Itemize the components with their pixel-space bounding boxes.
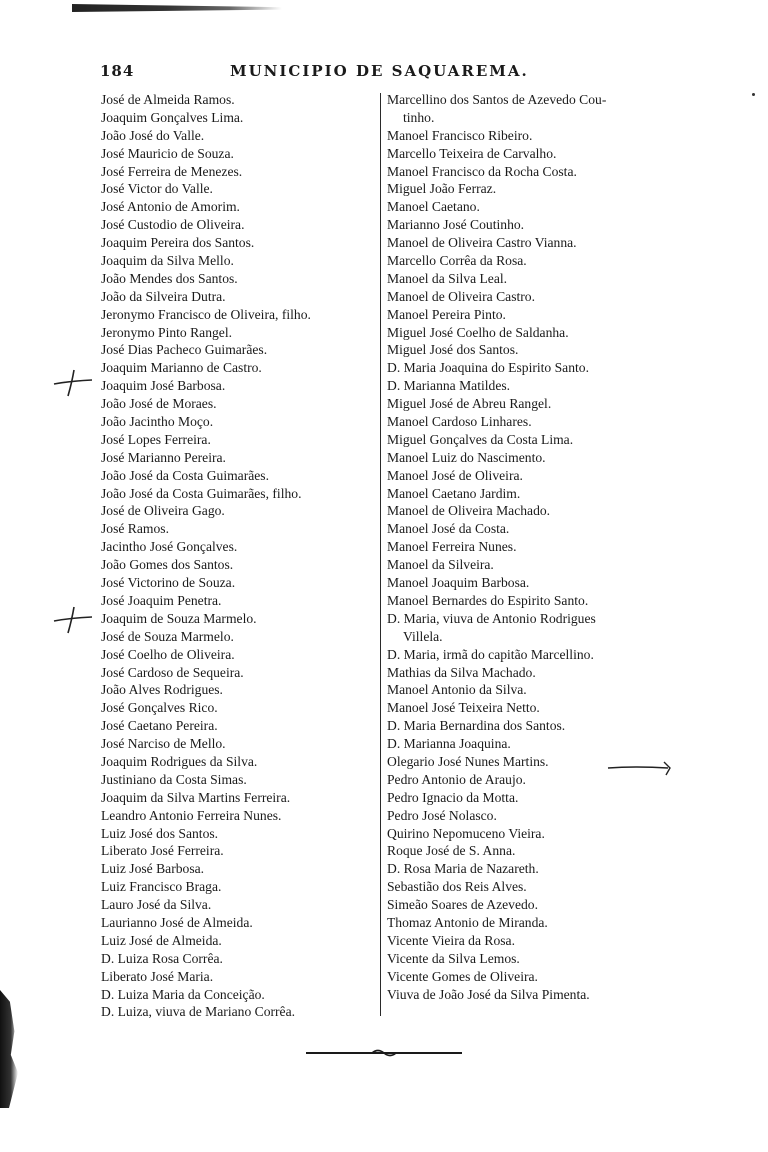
name-entry: Lauro José da Silva.: [101, 897, 212, 913]
name-entry: José Cardoso de Sequeira.: [101, 664, 244, 680]
scan-artifact-top: [72, 4, 282, 12]
name-entry: José Ferreira de Menezes.: [101, 163, 243, 179]
name-entry: José de Souza Marmelo.: [101, 628, 234, 644]
name-entry: Manoel José Teixeira Netto.: [387, 700, 540, 716]
name-entry: Manoel Francisco da Rocha Costa.: [387, 163, 577, 179]
name-entry: Sebastião dos Reis Alves.: [387, 879, 527, 895]
name-entry: Manoel da Silveira.: [387, 557, 494, 573]
name-entry: Miguel José Coelho de Saldanha.: [387, 324, 569, 340]
name-entry: Jacintho José Gonçalves.: [101, 539, 238, 555]
name-entry: Roque José de S. Anna.: [387, 843, 516, 859]
name-entry: Marcello Teixeira de Carvalho.: [387, 145, 557, 161]
name-entry: José Narciso de Mello.: [101, 736, 226, 752]
name-entry: D. Maria, irmã do capitão Marcellino.: [387, 646, 594, 662]
name-entry: Luiz Francisco Braga.: [101, 879, 222, 895]
name-entry: José de Oliveira Gago.: [101, 503, 225, 519]
name-entry: José Marianno Pereira.: [101, 449, 226, 465]
name-entry: Simeão Soares de Azevedo.: [387, 897, 538, 913]
name-entry: D. Rosa Maria de Nazareth.: [387, 861, 539, 877]
name-entry: Laurianno José de Almeida.: [101, 914, 253, 930]
name-entry: Marianno José Coutinho.: [387, 217, 525, 233]
handwritten-cross-mark-icon: [52, 605, 96, 635]
name-entry: João José da Costa Guimarães, filho.: [101, 485, 302, 501]
end-ornament-rule: [306, 1048, 462, 1058]
name-entry: João Mendes dos Santos.: [101, 270, 238, 286]
name-entry: José Ramos.: [101, 521, 169, 537]
name-entry: Vicente da Silva Lemos.: [387, 950, 520, 966]
right-name-column: [387, 91, 765, 1003]
name-entry: D. Maria, viuva de Antonio Rodrigues: [387, 610, 596, 626]
name-entry: Joaquim da Silva Mello.: [101, 253, 234, 269]
left-name-column: [101, 91, 379, 1021]
name-entry: Justiniano da Costa Simas.: [101, 771, 247, 787]
name-entry: João José de Moraes.: [101, 396, 217, 412]
name-entry: Luiz José Barbosa.: [101, 861, 205, 877]
name-entry: José Coelho de Oliveira.: [101, 646, 235, 662]
name-entry: Liberato José Maria.: [101, 968, 214, 984]
name-entry: Villela.: [403, 628, 443, 644]
name-entry: Thomaz Antonio de Miranda.: [387, 914, 548, 930]
name-entry: Liberato José Ferreira.: [101, 843, 224, 859]
name-entry: Joaquim Marianno de Castro.: [101, 360, 262, 376]
name-entry: Miguel João Ferraz.: [387, 181, 497, 197]
name-entry: José Joaquim Penetra.: [101, 592, 222, 608]
name-entry: Manoel Francisco Ribeiro.: [387, 127, 533, 143]
name-entry: João da Silveira Dutra.: [101, 288, 226, 304]
name-entry: D. Maria Bernardina dos Santos.: [387, 718, 566, 734]
name-entry: Manoel de Oliveira Machado.: [387, 503, 551, 519]
name-entry: Pedro Ignacio da Motta.: [387, 789, 519, 805]
name-entry: Viuva de João José da Silva Pimenta.: [387, 986, 590, 1002]
running-head-title: MUNICIPIO DE SAQUAREMA.: [230, 62, 529, 80]
name-entry: Joaquim de Souza Marmelo.: [101, 610, 257, 626]
name-entry: Miguel José de Abreu Rangel.: [387, 396, 552, 412]
name-entry: Manoel Joaquim Barbosa.: [387, 575, 530, 591]
name-entry: Joaquim Rodrigues da Silva.: [101, 753, 258, 769]
name-entry: Leandro Antonio Ferreira Nunes.: [101, 807, 282, 823]
name-entry: Joaquim da Silva Martins Ferreira.: [101, 789, 291, 805]
name-entry: Miguel José dos Santos.: [387, 342, 519, 358]
name-entry: D. Luiza, viuva de Mariano Corrêa.: [101, 1004, 296, 1020]
name-entry: José Dias Pacheco Guimarães.: [101, 342, 268, 358]
name-entry: José Gonçalves Rico.: [101, 700, 218, 716]
name-entry: José de Almeida Ramos.: [101, 92, 235, 107]
name-entry: João Gomes dos Santos.: [101, 557, 234, 573]
name-entry: José Victorino de Souza.: [101, 575, 236, 591]
handwritten-cross-mark-icon: [52, 368, 96, 398]
name-entry: José Caetano Pereira.: [101, 718, 218, 734]
name-entry: Manoel de Oliveira Castro Vianna.: [387, 235, 577, 251]
name-entry: João José da Costa Guimarães.: [101, 467, 269, 483]
name-entry: Miguel Gonçalves da Costa Lima.: [387, 431, 574, 447]
name-entry: Joaquim Pereira dos Santos.: [101, 235, 255, 251]
name-entry: José Antonio de Amorim.: [101, 199, 240, 215]
name-entry: Vicente Gomes de Oliveira.: [387, 968, 538, 984]
name-entry: Manoel Ferreira Nunes.: [387, 539, 517, 555]
binding-edge-artifact: [0, 990, 18, 1108]
name-entry: Olegario José Nunes Martins.: [387, 753, 549, 769]
name-entry: Vicente Vieira da Rosa.: [387, 932, 515, 948]
page-number: 184: [100, 62, 135, 80]
name-entry: Manoel José de Oliveira.: [387, 467, 523, 483]
name-entry: José Custodio de Oliveira.: [101, 217, 245, 233]
name-entry: João José do Valle.: [101, 127, 205, 143]
name-entry: D. Marianna Matildes.: [387, 378, 511, 394]
name-entry: Luiz José de Almeida.: [101, 932, 222, 948]
name-entry: João Alves Rodrigues.: [101, 682, 223, 698]
name-entry: Luiz José dos Santos.: [101, 825, 219, 841]
name-entry: Mathias da Silva Machado.: [387, 664, 536, 680]
ink-speck: [752, 93, 755, 96]
name-entry: tinho.: [403, 109, 435, 125]
name-entry: Pedro Antonio de Araujo.: [387, 771, 526, 787]
name-entry: José Victor do Valle.: [101, 181, 213, 197]
name-entry: José Lopes Ferreira.: [101, 431, 211, 447]
name-entry: Jeronymo Pinto Rangel.: [101, 324, 233, 340]
name-entry: D. Maria Joaquina do Espirito Santo.: [387, 360, 589, 376]
name-entry: Quirino Nepomuceno Vieira.: [387, 825, 545, 841]
name-entry: D. Luiza Maria da Conceição.: [101, 986, 265, 1002]
name-entry: Manoel Pereira Pinto.: [387, 306, 506, 322]
handwritten-line-mark-icon: [606, 758, 674, 778]
name-entry: Marcello Corrêa da Rosa.: [387, 253, 527, 269]
name-entry: Manoel Antonio da Silva.: [387, 682, 527, 698]
name-entry: Pedro José Nolasco.: [387, 807, 497, 823]
name-entry: Manoel Caetano Jardim.: [387, 485, 521, 501]
name-entry: Manoel Cardoso Linhares.: [387, 414, 532, 430]
name-entry: Manoel José da Costa.: [387, 521, 510, 537]
name-entry: Manoel de Oliveira Castro.: [387, 288, 535, 304]
name-entry: Jeronymo Francisco de Oliveira, filho.: [101, 306, 311, 322]
name-entry: José Mauricio de Souza.: [101, 145, 234, 161]
name-entry: João Jacintho Moço.: [101, 414, 214, 430]
name-entry: Joaquim José Barbosa.: [101, 378, 226, 394]
name-entry: D. Luiza Rosa Corrêa.: [101, 950, 223, 966]
name-entry: Marcellino dos Santos de Azevedo Cou-: [387, 92, 607, 107]
column-divider: [380, 93, 381, 1016]
name-entry: D. Marianna Joaquina.: [387, 736, 511, 752]
name-entry: Manoel Bernardes do Espirito Santo.: [387, 592, 589, 608]
name-entry: Manoel Luiz do Nascimento.: [387, 449, 546, 465]
name-entry: Joaquim Gonçalves Lima.: [101, 109, 244, 125]
name-entry: Manoel da Silva Leal.: [387, 270, 508, 286]
name-entry: Manoel Caetano.: [387, 199, 480, 215]
